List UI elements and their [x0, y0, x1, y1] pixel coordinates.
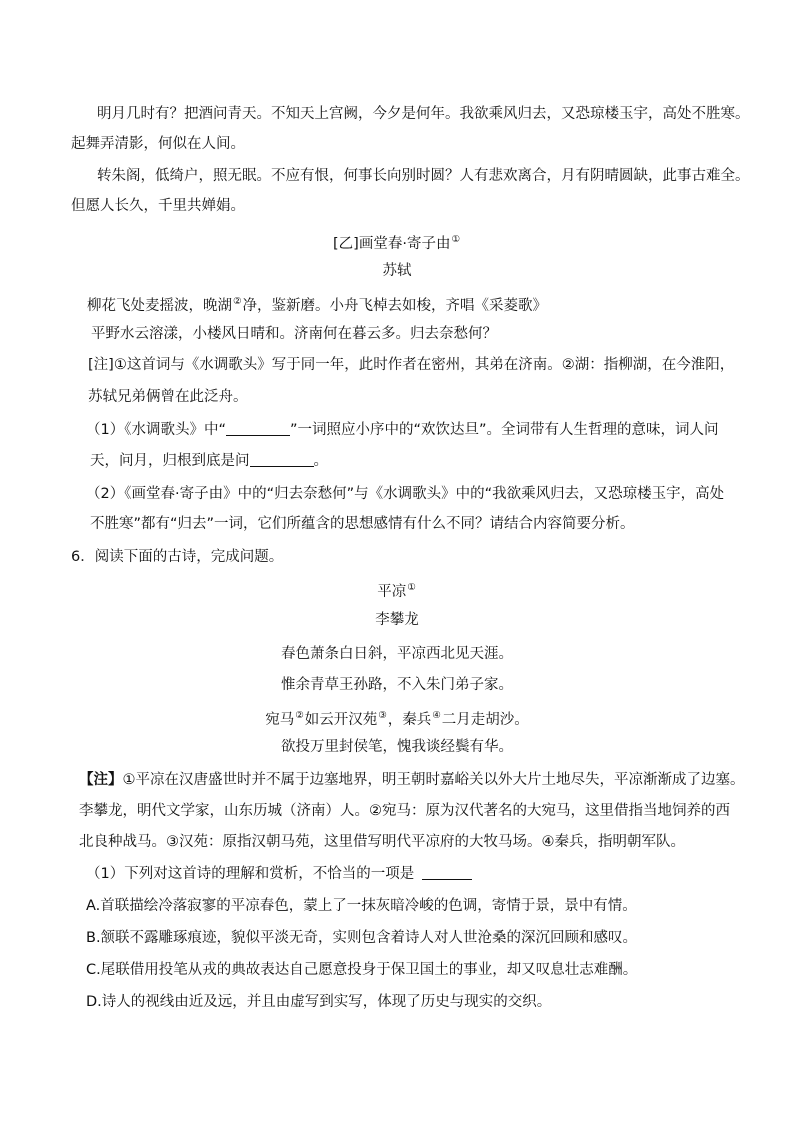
q5-1-line1-part-a: （1）《水调歌头》中“: [86, 422, 226, 438]
poem-b-title: [0, 230, 794, 254]
q5-2-line2: 不胜寒”都有“归去”一词，它们所蕴含的思想感情有什么不同？请结合内容简要分析。: [90, 516, 635, 532]
q6-option-c: C.尾联借用投笔从戎的典故表达自己愿意投身于保卫国土的事业，却又叹息壮志难酬。: [86, 962, 638, 978]
q5-1-line2: [90, 451, 328, 471]
poem-b-line1: [87, 292, 547, 316]
q6-sub1-stem-text: （1）下列对这首诗的理解和赏析，不恰当的一项是: [86, 866, 415, 882]
poem-b-line2: 平野水云溶漾，小楼风日晴和。济南何在暮云多。归去奈愁何？: [91, 326, 497, 342]
q6-line3-part-b: 如云开汉苑: [304, 712, 378, 728]
poem-a-stanza1-line2: 起舞弄清影，何似在人间。: [71, 136, 245, 152]
footnote-marker: ①: [407, 582, 416, 593]
q6-line3-part-d: 二月走胡沙。: [441, 712, 529, 728]
q6-option-a: A.首联描绘冷落寂寥的平凉春色，蒙上了一抹灰暗冷峻的色调，寄情于景，景中有情。: [86, 898, 637, 914]
q6-poem-title: [0, 578, 794, 602]
q6-note-label: 【注】: [79, 772, 123, 788]
q6-poem-line4: 欲投万里封侯笔，愧我谈经鬓有华。: [281, 739, 513, 755]
q6-line3-part-a: 宛马: [265, 712, 295, 728]
q6-poem-title-text: 平凉: [377, 584, 407, 600]
q6-option-d: D.诗人的视线由近及远，并且由虚写到实写，体现了历史与现实的交织。: [86, 994, 552, 1010]
poem-b-title-text: [乙]画堂春·寄子由: [333, 236, 451, 252]
q6-note-line1-text: ①平凉在汉唐盛世时并不属于边塞地界，明王朝时嘉峪关以外大片土地尽失，平凉渐渐成了边塞。: [122, 772, 745, 788]
q5-1-line2-part-a: 天，问月，归根到底是问: [90, 453, 250, 469]
answer-blank[interactable]: [250, 452, 314, 467]
footnote-marker: ①: [451, 234, 460, 245]
poem-b-author: 苏轼: [382, 263, 412, 279]
footnote-marker: ②: [295, 710, 304, 721]
q5-1-line2-part-b: 。: [313, 453, 328, 469]
poem-a-stanza1-line1: 明月几时有？把酒问青天。不知天上宫阙，今夕是何年。我欲乘风归去，又恐琼楼玉宇，高处不胜寒。: [97, 106, 750, 122]
poem-b-note-line1: [注]①这首词与《水调歌头》写于同一年，此时作者在密州，其弟在济南。②湖：指柳湖，在今淮阳，: [88, 357, 735, 373]
q6-prompt: 6．阅读下面的古诗，完成问题。: [71, 549, 284, 565]
q6-note-line1: [79, 770, 745, 790]
q6-poem-line1: 春色萧条白日斜，平凉西北见天涯。: [281, 646, 513, 662]
q6-note-line3: 北良种战马。③汉苑：原指汉朝马苑，这里借写明代平凉府的大牧马场。④秦兵，指明朝军队。: [79, 834, 685, 850]
poem-b-line1-part-a: 柳花飞处麦摇波，晚湖: [87, 298, 232, 314]
q5-2-line1: （2）《画堂春·寄子由》中的“归去奈愁何”与《水调歌头》中的“我欲乘风归去，又恐琼楼玉宇，高处: [86, 486, 725, 502]
poem-b-line1-part-b: 净，鉴新磨。小舟飞棹去如梭，齐唱《采菱歌》: [242, 298, 548, 314]
answer-blank[interactable]: [226, 421, 290, 436]
q6-note-line2: 李攀龙，明代文学家，山东历城（济南）人。②宛马：原为汉代著名的大宛马，这里借指当地饲养的西: [79, 803, 730, 819]
q6-poem-line2: 惟余青草王孙路，不入朱门弟子家。: [281, 677, 513, 693]
q6-line3-part-c: ，秦兵: [387, 712, 432, 728]
q5-1-line1: [86, 420, 719, 440]
footnote-marker: ④: [432, 710, 441, 721]
footnote-marker: ②: [233, 296, 242, 307]
footnote-marker: ③: [378, 710, 387, 721]
poem-b-note-line2: 苏轼兄弟俩曾在此泛舟。: [88, 389, 248, 405]
q6-option-b: B.颔联不露雕琢痕迹，貌似平淡无奇，实则包含着诗人对人世沧桑的深沉回顾和感叹。: [86, 930, 638, 946]
poem-a-stanza2-line1: 转朱阁，低绮户，照无眠。不应有恨，何事长向别时圆？人有悲欢离合，月有阴晴圆缺，此事古难全。: [97, 168, 750, 184]
answer-blank[interactable]: [422, 865, 472, 880]
q5-1-line1-part-b: ”一词照应小序中的“欢饮达旦”。全词带有人生哲理的意味，词人问: [290, 422, 719, 438]
q6-poem-line3: [0, 706, 794, 730]
q6-sub1-stem: [86, 864, 472, 884]
q6-poem-author: 李攀龙: [375, 612, 419, 628]
poem-a-stanza2-line2: 但愿人长久，千里共婵娟。: [71, 198, 245, 214]
